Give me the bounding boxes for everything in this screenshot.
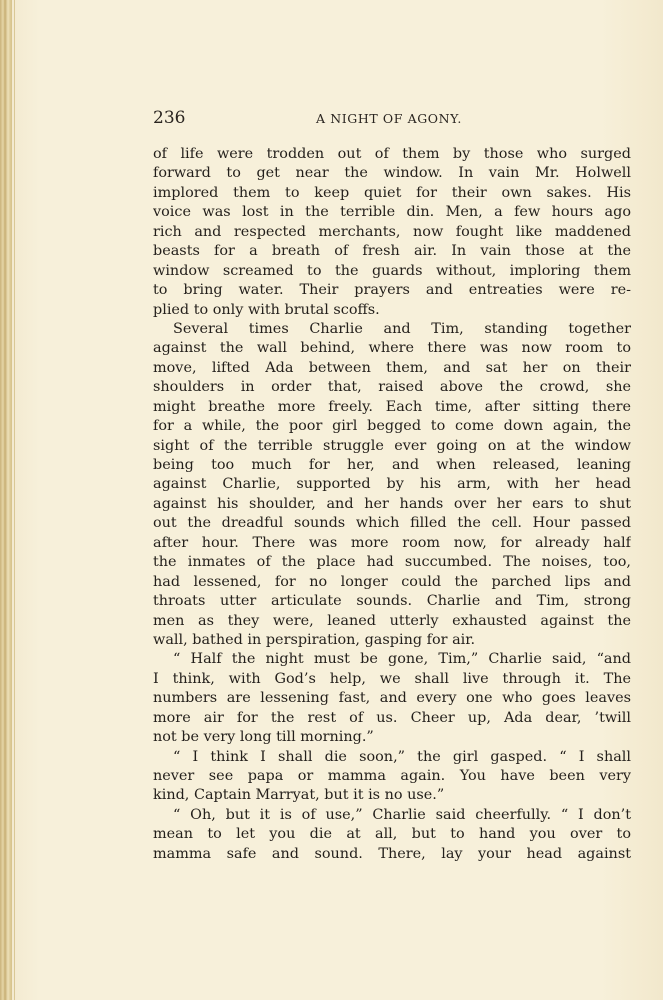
text-line: had lessened, for no longer could the parched lips and [153,573,631,590]
text-line: move, lifted Ada between them, and sat her on their [153,359,631,376]
body-text [153,145,631,864]
text-line: rich and respected merchants, now fought like maddened [153,223,631,240]
text-line: I think, with God’s help, we shall live through it. The [153,670,631,687]
page-number: 236 [153,108,186,128]
text-line: Several times Charlie and Tim, standing together [173,320,631,337]
text-line: window screamed to the guards without, imploring them [153,262,631,279]
text-line: being too much for her, and when released, leaning [153,457,631,473]
text-line: beasts for a breath of fresh air. In vain those at the [153,243,631,260]
page-header [153,108,631,130]
text-line: implored them to keep quiet for their own sakes. His [153,184,631,201]
gutter-line [14,0,15,1000]
text-line: mean to let you die at all, but to hand you over to [153,826,631,843]
text-line: shoulders in order that, raised above the crowd, she [153,379,631,396]
book-spine-edge [0,0,12,1000]
text-line: after hour. There was more room now, for already half [153,534,631,551]
text-line: out the dreadful sounds which filled the cell. Hour passed [153,515,631,532]
text-line: plied to only with brutal scoffs. [153,301,380,318]
text-line: for a while, the poor girl begged to come down again, the [153,418,631,435]
text-line: never see papa or mamma again. You have been very [153,768,631,784]
text-line: against Charlie, supported by his arm, with her head [153,476,631,493]
text-line: mamma safe and sound. There, lay your head against [153,845,631,862]
text-line: sight of the terrible struggle ever going on at the window [153,437,631,454]
text-line: “ I think I shall die soon,” the girl gasped. “ I shall [173,748,631,765]
text-line: “ Oh, but it is of use,” Charlie said cheerfully. “ I don’t [173,806,631,823]
text-line: the inmates of the place had succumbed. The noises, too, [153,554,631,571]
text-line: not be very long till morning.” [153,729,374,746]
text-line: against the wall behind, where there was now room to [153,340,631,357]
text-line: throats utter articulate sounds. Charlie and Tim, strong [153,593,631,610]
text-line: of life were trodden out of them by those who surged [153,146,631,162]
text-line: forward to get near the window. In vain Mr. Holwell [153,165,631,182]
text-line: against his shoulder, and her hands over her ears to shut [153,495,631,512]
text-line: to bring water. Their prayers and entreaties were re- [153,282,631,299]
text-line: voice was lost in the terrible din. Men, a few hours ago [153,204,631,221]
text-line: kind, Captain Marryat, but it is no use.” [153,787,445,804]
text-line: men as they were, leaned utterly exhausted against the [153,612,631,629]
text-line: numbers are lessening fast, and every one who goes leaves [153,690,631,707]
text-line: more air for the rest of us. Cheer up, Ada dear, ’twill [153,709,631,726]
text-line: “ Half the night must be gone, Tim,” Charlie said, “and [173,651,631,668]
running-title: A NIGHT OF AGONY. [316,111,462,126]
text-line: wall, bathed in perspiration, gasping for air. [153,631,476,648]
text-line: might breathe more freely. Each time, after sitting there [153,398,631,415]
